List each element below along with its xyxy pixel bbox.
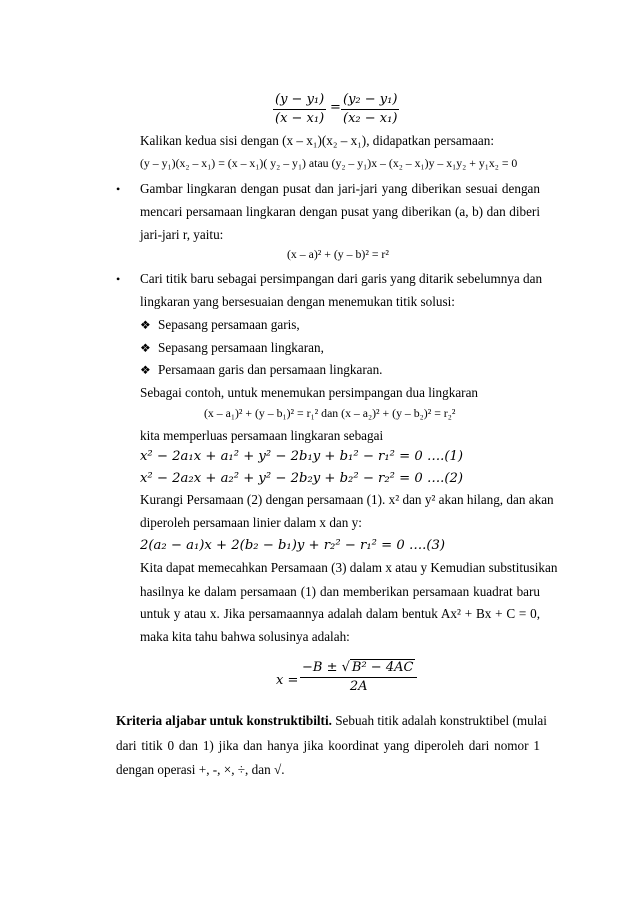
diamond-bullet-icon: ❖ xyxy=(140,363,151,377)
quadratic-numerator-prefix: −B ± xyxy=(302,660,342,675)
kriteria-line3: dengan operasi +, -, ×, ÷, dan √. xyxy=(116,762,285,777)
sub-item-3: Persamaan garis dan persamaan lingkaran. xyxy=(158,362,383,377)
quadratic-radicand: B² − 4AC xyxy=(351,660,414,675)
kriteria-line2: dari titik 0 dan 1) jika dan hanya jika koordinat yang diperoleh dari nomor 1 xyxy=(116,738,540,753)
sub-item-2: Sepasang persamaan lingkaran, xyxy=(158,340,324,355)
quadratic-lhs: x = xyxy=(276,673,299,688)
equals-sign: = xyxy=(330,100,341,115)
quadratic-denominator: 2A xyxy=(349,679,368,694)
bullet-icon: • xyxy=(116,272,121,286)
bullet2-line1: Cari titik baru sebagai persimpangan dari garis yang ditarik sebelumnya dan xyxy=(140,271,543,286)
bullet1-line1: Gambar lingkaran dengan pusat dan jari-jari yang diberikan sesuai dengan xyxy=(140,181,540,196)
text-perluas: kita memperluas persamaan lingkaran sebagai xyxy=(140,428,384,443)
sub-item-1: Sepasang persamaan garis, xyxy=(158,317,300,332)
fraction-right-numerator: (y₂ − y₁) xyxy=(341,91,399,110)
quadratic-numerator xyxy=(300,659,417,678)
kurangi-line2: diperoleh persamaan linier dalam x dan y: xyxy=(140,515,362,530)
text-contoh: Sebagai contoh, untuk menemukan persimpangan dua lingkaran xyxy=(140,385,479,400)
diamond-bullet-icon: ❖ xyxy=(140,341,151,355)
bullet1-line2: mencari persamaan lingkaran dengan pusat yang diberikan (a, b) dan diberi xyxy=(140,204,540,219)
fraction-left-denominator: (x − x₁) xyxy=(275,111,325,126)
kurangi-line1: Kurangi Persamaan (2) dengan persamaan (1). x² dan y² akan hilang, dan akan xyxy=(140,492,554,507)
fraction-left xyxy=(273,91,326,128)
bullet-icon: • xyxy=(116,182,121,196)
bullet2-line2: lingkaran yang bersesuaian dengan menemukan titik solusi: xyxy=(140,294,455,309)
fraction-left-numerator: (y − y₁) xyxy=(273,91,326,110)
fraction-right xyxy=(341,91,399,128)
diamond-bullet-icon: ❖ xyxy=(140,318,151,332)
sqrt-symbol: √ B² − 4AC xyxy=(341,660,414,675)
kriteria-line1 xyxy=(116,713,547,729)
equation-3: 2(a₂ − a₁)x + 2(b₂ − b₁)y + r₂² − r₁² = 0 ….(3) xyxy=(140,538,445,553)
text-expansion: (y – y₁)(x₂ – x₁) = (x – x₁)( y₂ – y₁) atau (y₂ – y₁)x – (x₂ – x₁)y – x₁y₂ + y₁x₂ = 0 xyxy=(140,156,518,170)
kriteria-heading: Kriteria aljabar untuk konstruktibilti. xyxy=(116,713,332,728)
equation-2: x² − 2a₂x + a₂² + y² − 2b₂y + b₂² − r₂² = 0 ….(2) xyxy=(140,471,464,486)
text-kalikan: Kalikan kedua sisi dengan (x – x₁)(x₂ – x₁), didapatkan persamaan: xyxy=(140,133,494,148)
circle-equation: (x – a)² + (y – b)² = r² xyxy=(287,247,389,261)
memecahkan-line1: Kita dapat memecahkan Persamaan (3) dalam x atau y Kemudian substitusikan xyxy=(140,560,558,575)
quadratic-fraction xyxy=(300,659,417,696)
equation-1: x² − 2a₁x + a₁² + y² − 2b₁y + b₁² − r₁² = 0 ….(1) xyxy=(140,449,464,464)
two-circles-equation: (x – a₁)² + (y – b₁)² = r₁² dan (x – a₂)² + (y – b₂)² = r₂² xyxy=(204,406,456,420)
fraction-right-denominator: (x₂ − x₁) xyxy=(343,111,398,126)
memecahkan-line2: hasilnya ke dalam persamaan (1) dan memberikan persamaan kuadrat baru xyxy=(140,584,540,599)
memecahkan-line4: maka kita tahu bahwa solusinya adalah: xyxy=(140,629,350,644)
bullet1-line3: jari-jari r, yaitu: xyxy=(140,227,224,242)
kriteria-line1-text: Sebuah titik adalah konstruktibel (mulai xyxy=(331,713,547,728)
memecahkan-line3: untuk y atau x. Jika persamaannya adalah dalam bentuk Ax² + Bx + C = 0, xyxy=(140,606,540,621)
